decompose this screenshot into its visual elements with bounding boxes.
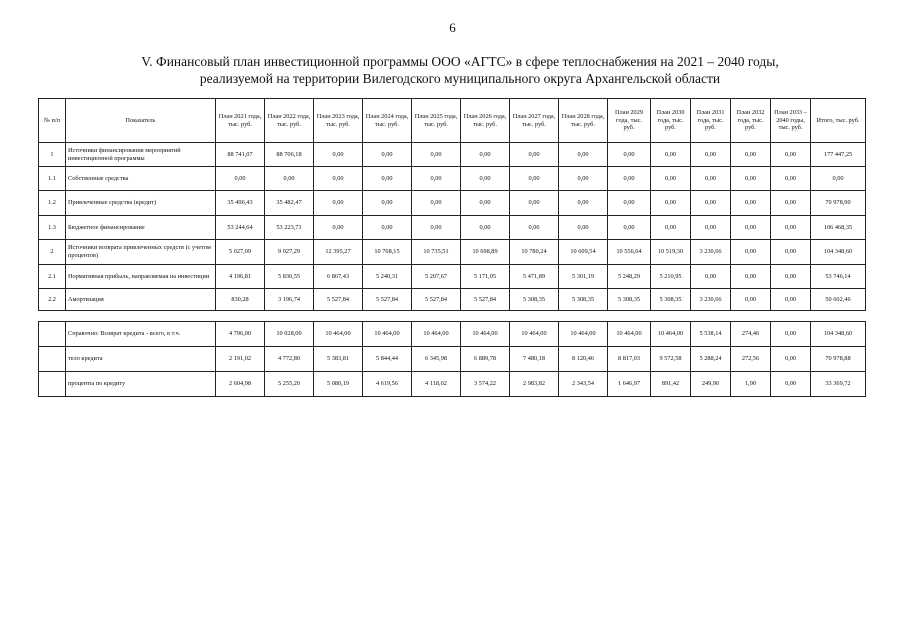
- value-cell: 3 574,22: [461, 372, 510, 397]
- value-cell: 5 240,31: [363, 265, 412, 289]
- header-cell: План 2024 года, тыс. руб.: [363, 99, 412, 143]
- table-row: [39, 240, 866, 265]
- value-cell: 2 343,54: [559, 372, 608, 397]
- value-cell: 0,00: [461, 143, 510, 167]
- value-cell: 0,00: [559, 191, 608, 216]
- value-cell: 5 308,35: [651, 289, 691, 311]
- value-cell: 0,00: [510, 191, 559, 216]
- value-cell: 830,28: [216, 289, 265, 311]
- indicator-cell: тело кредита: [66, 347, 216, 372]
- value-cell: 4 796,00: [216, 322, 265, 347]
- value-cell: 5 527,84: [461, 289, 510, 311]
- value-cell: 0,00: [771, 143, 811, 167]
- value-cell: 8 817,03: [608, 347, 651, 372]
- value-cell: 0,00: [771, 289, 811, 311]
- indicator-cell: Нормативная прибыль, направляемая на инвестиции: [66, 265, 216, 289]
- value-cell: 5 288,24: [691, 347, 731, 372]
- value-cell: 33 369,72: [811, 372, 866, 397]
- value-cell: 0,00: [771, 191, 811, 216]
- row-number-cell: 2.2: [39, 289, 66, 311]
- value-cell: 0,00: [216, 167, 265, 191]
- value-cell: 5 527,84: [412, 289, 461, 311]
- table-row: [39, 143, 866, 167]
- value-cell: 0,00: [510, 167, 559, 191]
- value-cell: 10 609,54: [559, 240, 608, 265]
- title-line-1: V. Финансовый план инвестиционной программы ООО «АГТС» в сфере теплоснабжения на 2021 – 2040 годы,: [141, 54, 779, 69]
- value-cell: 0,00: [651, 216, 691, 240]
- value-cell: 53 244,64: [216, 216, 265, 240]
- value-cell: 104 348,60: [811, 240, 866, 265]
- value-cell: 0,00: [771, 322, 811, 347]
- row-number-cell: [39, 322, 66, 347]
- value-cell: 0,00: [559, 167, 608, 191]
- value-cell: 3 230,66: [691, 240, 731, 265]
- value-cell: 5 255,20: [265, 372, 314, 397]
- header-row: [39, 99, 866, 143]
- value-cell: 10 698,89: [461, 240, 510, 265]
- value-cell: 4 619,56: [363, 372, 412, 397]
- row-number-cell: 1.2: [39, 191, 66, 216]
- value-cell: 5 308,35: [559, 289, 608, 311]
- value-cell: 0,00: [314, 167, 363, 191]
- row-number-cell: [39, 372, 66, 397]
- table-row: [39, 265, 866, 289]
- row-number-cell: [39, 347, 66, 372]
- table-row: [39, 372, 866, 397]
- value-cell: 5 308,35: [510, 289, 559, 311]
- indicator-cell: Справочно: Возврат кредита - всего, в т.ч.: [66, 322, 216, 347]
- value-cell: 88 706,18: [265, 143, 314, 167]
- value-cell: 2 191,02: [216, 347, 265, 372]
- value-cell: 0,00: [461, 216, 510, 240]
- value-cell: 3 196,74: [265, 289, 314, 311]
- table-row: [39, 167, 866, 191]
- financial-plan-table: [38, 98, 866, 311]
- header-cell: № п/п: [39, 99, 66, 143]
- header-cell: План 2022 года, тыс. руб.: [265, 99, 314, 143]
- value-cell: 1 646,97: [608, 372, 651, 397]
- value-cell: 5 248,29: [608, 265, 651, 289]
- table-row: [39, 191, 866, 216]
- value-cell: 0,00: [731, 289, 771, 311]
- value-cell: 0,00: [363, 167, 412, 191]
- value-cell: 8 120,46: [559, 347, 608, 372]
- value-cell: 10 464,00: [559, 322, 608, 347]
- header-cell: План 2023 года, тыс. руб.: [314, 99, 363, 143]
- header-cell: Итого, тыс. руб.: [811, 99, 866, 143]
- value-cell: 10 464,00: [608, 322, 651, 347]
- row-number-cell: 2: [39, 240, 66, 265]
- value-cell: 0,00: [691, 216, 731, 240]
- value-cell: 5 308,35: [608, 289, 651, 311]
- value-cell: 177 447,25: [811, 143, 866, 167]
- value-cell: 0,00: [731, 143, 771, 167]
- value-cell: 70 978,88: [811, 347, 866, 372]
- value-cell: 0,00: [771, 372, 811, 397]
- indicator-cell: Бюджетное финансирование: [66, 216, 216, 240]
- value-cell: 1,90: [731, 372, 771, 397]
- header-cell: План 2030 года, тыс. руб.: [651, 99, 691, 143]
- value-cell: 0,00: [559, 143, 608, 167]
- value-cell: 12 395,27: [314, 240, 363, 265]
- value-cell: 5 080,19: [314, 372, 363, 397]
- value-cell: 272,56: [731, 347, 771, 372]
- value-cell: 0,00: [651, 191, 691, 216]
- value-cell: 0,00: [265, 167, 314, 191]
- value-cell: 0,00: [651, 167, 691, 191]
- value-cell: 0,00: [608, 143, 651, 167]
- value-cell: 5 527,84: [363, 289, 412, 311]
- value-cell: 0,00: [731, 167, 771, 191]
- value-cell: 10 735,51: [412, 240, 461, 265]
- indicator-cell: Привлеченные средства (кредит): [66, 191, 216, 216]
- value-cell: 0,00: [651, 143, 691, 167]
- value-cell: 0,00: [691, 265, 731, 289]
- value-cell: 106 468,35: [811, 216, 866, 240]
- value-cell: 0,00: [412, 191, 461, 216]
- row-number-cell: 1.3: [39, 216, 66, 240]
- value-cell: 0,00: [461, 167, 510, 191]
- value-cell: 0,00: [363, 143, 412, 167]
- title-line-2: реализуемой на территории Вилегодского муниципального округа Архангельской области: [199, 71, 721, 86]
- value-cell: 0,00: [510, 216, 559, 240]
- value-cell: 10 464,00: [314, 322, 363, 347]
- value-cell: 0,00: [691, 143, 731, 167]
- value-cell: 0,00: [731, 191, 771, 216]
- value-cell: 0,00: [608, 191, 651, 216]
- value-cell: 10 780,24: [510, 240, 559, 265]
- value-cell: 35 496,43: [216, 191, 265, 216]
- value-cell: 0,00: [691, 191, 731, 216]
- value-cell: 6 889,78: [461, 347, 510, 372]
- value-cell: 5 844,44: [363, 347, 412, 372]
- table-row: [39, 347, 866, 372]
- value-cell: 0,00: [771, 347, 811, 372]
- header-cell: План 2021 года, тыс. руб.: [216, 99, 265, 143]
- header-cell: План 2032 года, тыс. руб.: [731, 99, 771, 143]
- value-cell: 4 196,81: [216, 265, 265, 289]
- value-cell: 5 830,55: [265, 265, 314, 289]
- value-cell: 0,00: [608, 167, 651, 191]
- value-cell: 9 027,29: [265, 240, 314, 265]
- value-cell: 0,00: [412, 143, 461, 167]
- value-cell: 0,00: [771, 167, 811, 191]
- value-cell: 10 556,64: [608, 240, 651, 265]
- value-cell: 0,00: [691, 167, 731, 191]
- value-cell: 10 464,00: [510, 322, 559, 347]
- value-cell: 0,00: [731, 240, 771, 265]
- value-cell: 0,00: [363, 191, 412, 216]
- value-cell: 35 482,47: [265, 191, 314, 216]
- value-cell: 10 768,15: [363, 240, 412, 265]
- value-cell: 0,00: [461, 191, 510, 216]
- value-cell: 10 028,00: [265, 322, 314, 347]
- value-cell: 0,00: [412, 216, 461, 240]
- indicator-cell: Амортизация: [66, 289, 216, 311]
- value-cell: 53 223,71: [265, 216, 314, 240]
- value-cell: 0,00: [412, 167, 461, 191]
- value-cell: 7 480,18: [510, 347, 559, 372]
- row-number-cell: 1.1: [39, 167, 66, 191]
- header-cell: План 2031 года, тыс. руб.: [691, 99, 731, 143]
- row-number-cell: 2.1: [39, 265, 66, 289]
- value-cell: 104 348,60: [811, 322, 866, 347]
- value-cell: 2 604,98: [216, 372, 265, 397]
- table-row: [39, 289, 866, 311]
- value-cell: 249,90: [691, 372, 731, 397]
- loan-reference-table: [38, 321, 866, 397]
- indicator-cell: проценты по кредиту: [66, 372, 216, 397]
- value-cell: 0,00: [510, 143, 559, 167]
- value-cell: 5 383,81: [314, 347, 363, 372]
- page-number: 6: [449, 20, 456, 35]
- header-cell: План 2028 года, тыс. руб.: [559, 99, 608, 143]
- value-cell: 0,00: [559, 216, 608, 240]
- value-cell: 5 527,84: [314, 289, 363, 311]
- indicator-cell: Источники финансирования мероприятий инвестиционной программы: [66, 143, 216, 167]
- value-cell: 5 027,09: [216, 240, 265, 265]
- value-cell: 50 602,46: [811, 289, 866, 311]
- value-cell: 10 464,00: [461, 322, 510, 347]
- value-cell: 70 978,90: [811, 191, 866, 216]
- value-cell: 53 746,14: [811, 265, 866, 289]
- header-cell: План 2029 года, тыс. руб.: [608, 99, 651, 143]
- value-cell: 0,00: [811, 167, 866, 191]
- value-cell: 0,00: [608, 216, 651, 240]
- value-cell: 6 867,43: [314, 265, 363, 289]
- value-cell: 0,00: [363, 216, 412, 240]
- value-cell: 0,00: [731, 265, 771, 289]
- value-cell: 0,00: [771, 216, 811, 240]
- indicator-cell: Источники возврата привлеченных средств (с учетом процентов): [66, 240, 216, 265]
- value-cell: 0,00: [771, 265, 811, 289]
- table-row: [39, 322, 866, 347]
- value-cell: 6 345,98: [412, 347, 461, 372]
- header-cell: Показатель: [66, 99, 216, 143]
- value-cell: 4 772,80: [265, 347, 314, 372]
- value-cell: 10 464,00: [651, 322, 691, 347]
- row-number-cell: 1: [39, 143, 66, 167]
- value-cell: 0,00: [314, 191, 363, 216]
- indicator-cell: Собственные средства: [66, 167, 216, 191]
- value-cell: 0,00: [314, 216, 363, 240]
- value-cell: 10 464,00: [412, 322, 461, 347]
- value-cell: 5 538,14: [691, 322, 731, 347]
- value-cell: 5 171,05: [461, 265, 510, 289]
- value-cell: 891,42: [651, 372, 691, 397]
- value-cell: 5 301,19: [559, 265, 608, 289]
- header-cell: План 2027 года, тыс. руб.: [510, 99, 559, 143]
- value-cell: 5 471,89: [510, 265, 559, 289]
- value-cell: 274,46: [731, 322, 771, 347]
- header-cell: План 2033 – 2040 годы, тыс. руб.: [771, 99, 811, 143]
- page-title: [60, 53, 860, 87]
- value-cell: 0,00: [314, 143, 363, 167]
- table-row: [39, 216, 866, 240]
- value-cell: 2 983,82: [510, 372, 559, 397]
- value-cell: 10 519,30: [651, 240, 691, 265]
- value-cell: 9 572,58: [651, 347, 691, 372]
- value-cell: 5 207,67: [412, 265, 461, 289]
- value-cell: 0,00: [731, 216, 771, 240]
- value-cell: 0,00: [771, 240, 811, 265]
- value-cell: 4 118,02: [412, 372, 461, 397]
- value-cell: 88 741,07: [216, 143, 265, 167]
- value-cell: 5 210,95: [651, 265, 691, 289]
- value-cell: 10 464,00: [363, 322, 412, 347]
- value-cell: 3 230,66: [691, 289, 731, 311]
- header-cell: План 2025 года, тыс. руб.: [412, 99, 461, 143]
- header-cell: План 2026 года, тыс. руб.: [461, 99, 510, 143]
